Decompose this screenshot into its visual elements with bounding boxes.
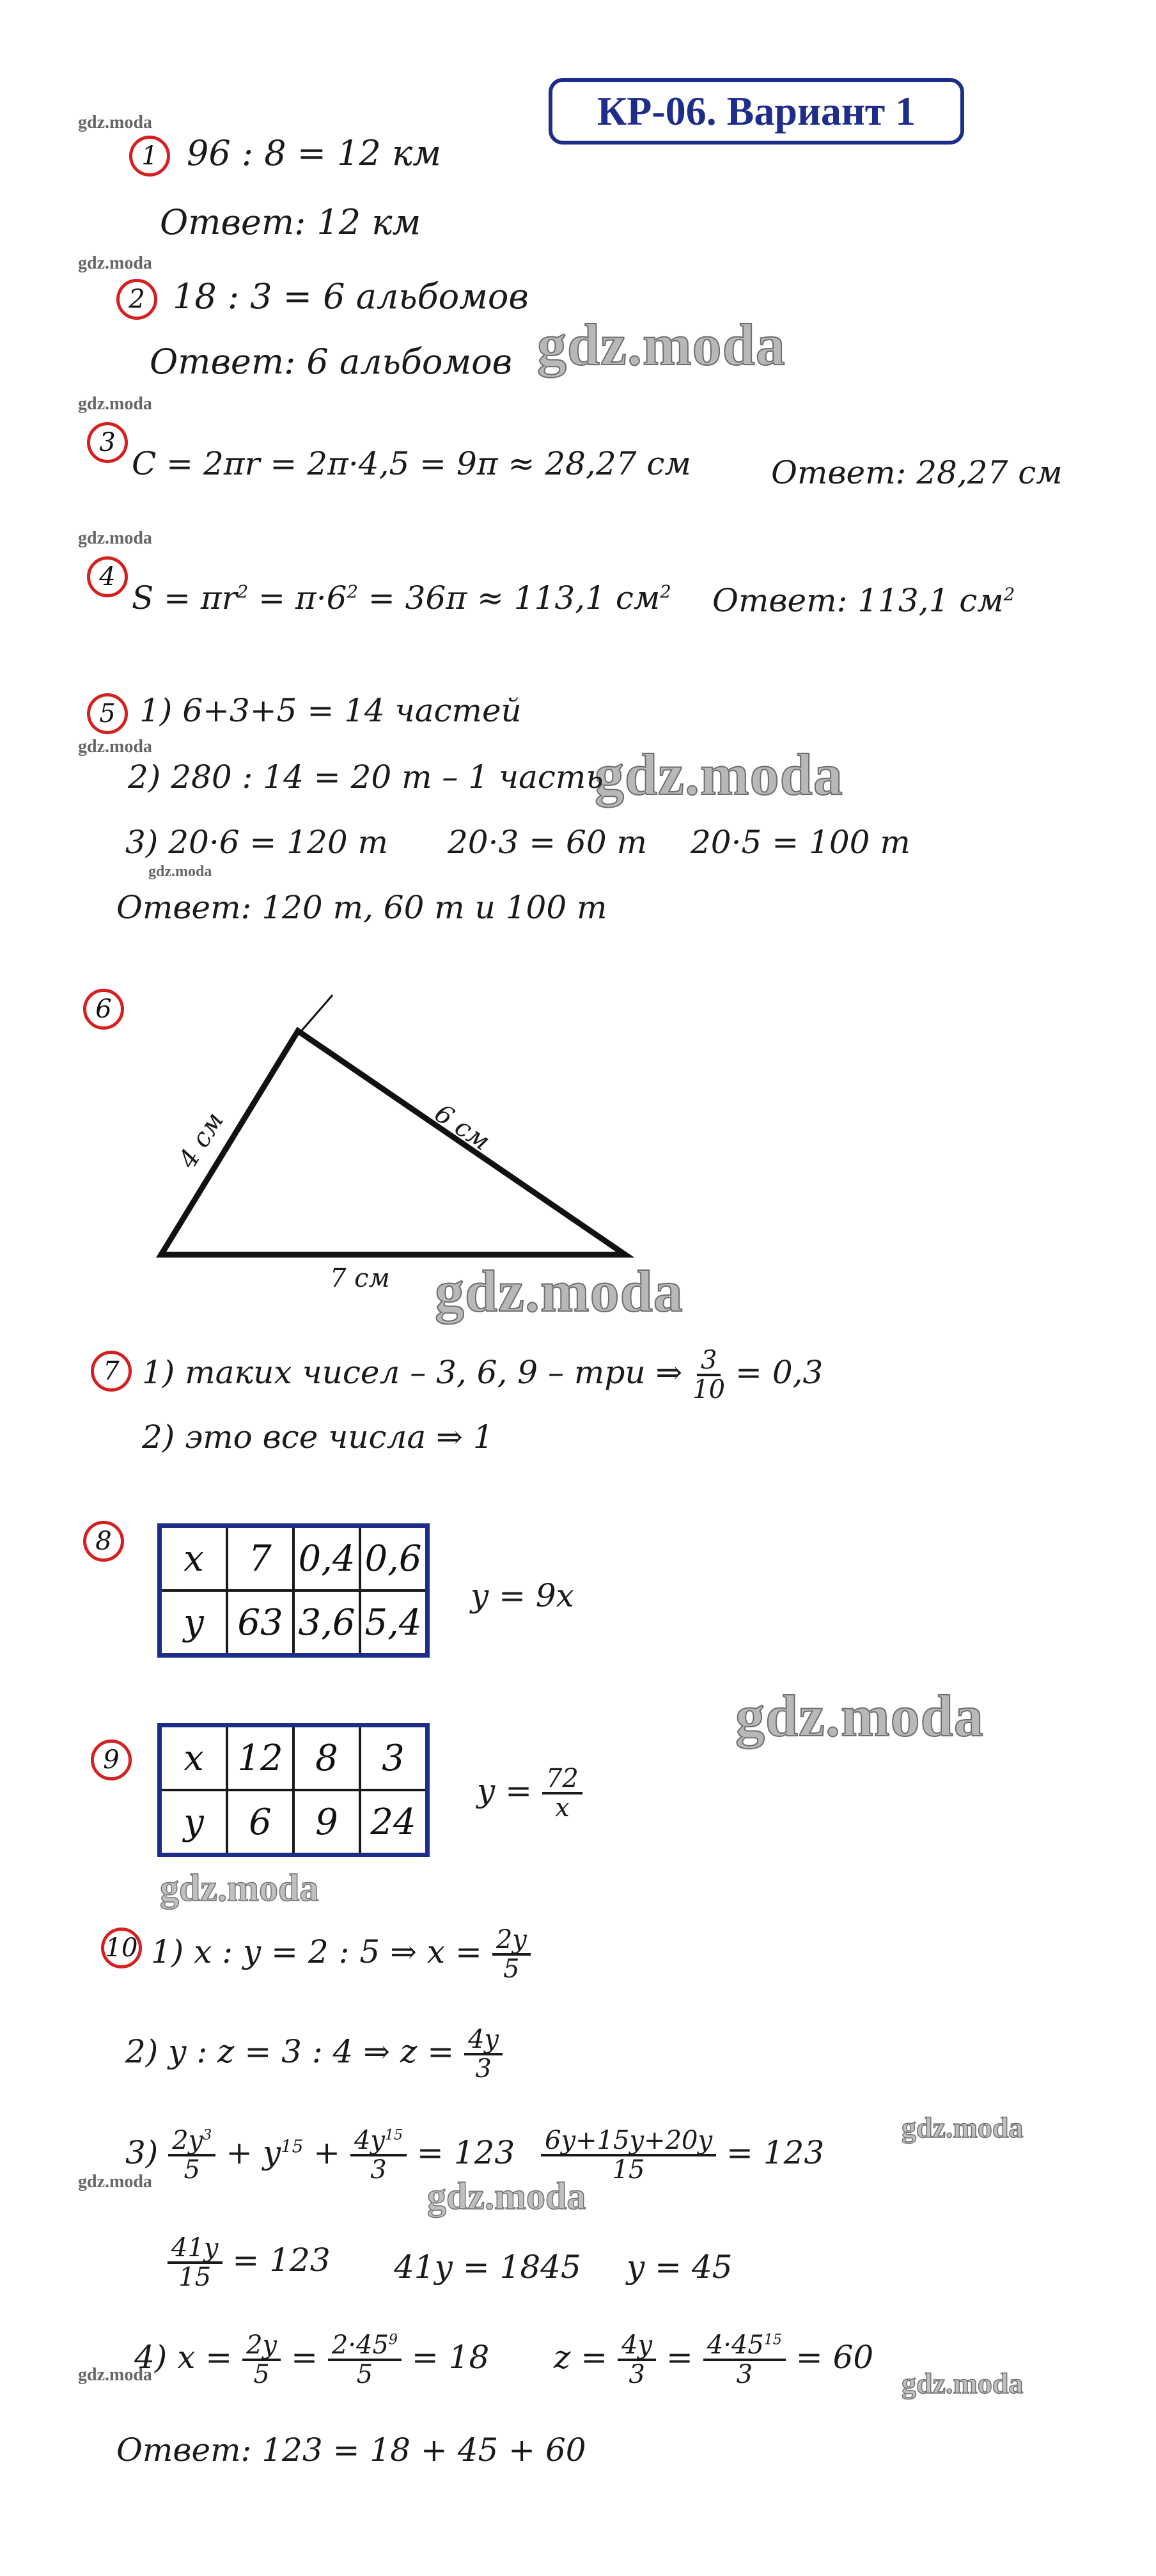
table-cell: 0,4 [293,1526,360,1591]
table-cell: 8 [293,1725,360,1791]
table-cell: 3 [360,1725,428,1791]
table-cell: 24 [360,1790,428,1855]
watermark-small: gdz.moda [78,528,152,548]
task5-step1: 1) 6+3+5 = 14 частей [139,692,522,729]
watermark-large: gdz.moda [735,1683,984,1748]
task10-step3-solve: $\frac{41y}{15}$ = 123 [168,2234,331,2291]
task1-solution: 96 : 8 = 12 км [187,133,442,173]
task5-answer: Ответ: 120 т, 60 т и 100 т [116,889,607,926]
table-row [160,1790,428,1855]
table-row [160,1526,428,1591]
watermark-small: gdz.moda [78,737,152,757]
watermark-small: gdz.moda [78,394,152,414]
task5-step3: 3) 20·6 = 120 т [125,824,388,861]
task3-answer: Ответ: 28,27 см [771,454,1063,491]
watermark-medium: gdz.moda [902,2111,1024,2144]
task10-step1: 1) x : y = 2 : 5 ⇒ x = $\frac{2y}{5}$ [151,1926,531,1983]
page-title: КР-06. Вариант 1 [549,78,964,145]
table-cell: 63 [227,1590,293,1656]
task-number-badge: 10 [101,1928,142,1968]
table-cell: x [160,1725,228,1791]
watermark-medium: gdz.moda [160,1867,319,1909]
table-row [160,1725,428,1791]
task10-step3: 3) $\frac{2y^3}{5}$ + $y^{15}$ + $\frac{4y^{15}}{3}$ = 123 [125,2126,515,2185]
triangle-side-left-label: 4 см [173,1107,230,1174]
task9-table [157,1723,430,1857]
watermark-large: gdz.moda [537,312,786,377]
task-number-badge: 5 [87,693,128,734]
table-cell: 12 [227,1725,293,1791]
watermark-small: gdz.moda [78,253,152,273]
task10-step3-result: y = 45 [627,2249,733,2286]
table-row [160,1590,428,1656]
triangle-side-bottom-label: 7 см [330,1264,390,1293]
table-cell: x [160,1526,228,1591]
task-number-badge: 7 [91,1351,132,1392]
task-number-badge: 6 [83,989,124,1030]
task10-step4-z: z = $\frac{4y}{3}$ = $\frac{4\cdot 45^{15}}{3}$ = 60 [554,2330,874,2389]
table-cell: y [160,1590,228,1656]
watermark-large: gdz.moda [595,742,843,807]
task-number-badge: 3 [87,422,128,463]
task9-formula: y = $\frac{72}{x}$ [477,1765,582,1821]
task7-step1: 1) таких чисел – 3, 6, 9 – три ⇒ $\frac{3}{10}$ = 0,3 [142,1346,824,1404]
task3-solution: C = 2πr = 2π·4,5 = 9π ≈ 28,27 см [132,445,691,482]
task4-answer: Ответ: 113,1 $см^2$ [712,582,1015,619]
watermark-small: gdz.moda [148,863,212,880]
task10-step3-equation: 41y = 1845 [394,2249,581,2286]
table-cell: 9 [293,1790,360,1855]
task5-step2: 2) 280 : 14 = 20 т – 1 часть [128,758,604,796]
table-cell: 7 [227,1526,293,1591]
watermark-medium: gdz.moda [427,2175,586,2217]
task2-answer: Ответ: 6 альбомов [150,342,513,382]
task-number-badge: 2 [116,279,157,320]
task7-step2: 2) это все числа ⇒ 1 [142,1418,494,1456]
task4-solution: $S = \pi r^2 = \pi\cdot 6^2 = 36\pi \approx 113,1$ $см^2$ [132,579,671,617]
task8-table [157,1523,430,1658]
table-cell: 6 [227,1790,293,1855]
table-cell: 0,6 [360,1526,428,1591]
table-cell: y [160,1790,228,1855]
task-number-badge: 4 [87,556,128,597]
watermark-medium: gdz.moda [902,2367,1024,2399]
task1-answer: Ответ: 12 км [160,202,421,242]
watermark-small: gdz.moda [78,113,152,132]
watermark-small: gdz.moda [78,2172,152,2192]
task10-step3-combined: $\frac{6y+15y+20y}{15}$ = 123 [541,2127,824,2183]
task10-answer: Ответ: 123 = 18 + 45 + 60 [116,2431,586,2469]
task10-step2: 2) y : z = 3 : 4 ⇒ z = $\frac{4y}{3}$ [125,2026,503,2082]
table-cell: 3,6 [293,1590,360,1656]
task5-step3-b: 20·3 = 60 т [448,824,647,861]
task-number-badge: 8 [83,1521,124,1562]
task-number-badge: 1 [129,136,170,177]
task8-formula: y = 9x [471,1577,574,1614]
watermark-large: gdz.moda [435,1259,683,1324]
watermark-small: gdz.moda [78,2365,152,2385]
triangle-side-right-label: 6 см [429,1098,496,1157]
task-number-badge: 9 [91,1740,132,1780]
table-cell: 5,4 [360,1590,428,1656]
task2-solution: 18 : 3 = 6 альбомов [173,276,529,317]
task10-step4: 4) x = $\frac{2y}{5}$ = $\frac{2\cdot 45^9}{5}$ = 18 [134,2330,490,2389]
task5-step3-c: 20·5 = 100 т [691,824,910,861]
